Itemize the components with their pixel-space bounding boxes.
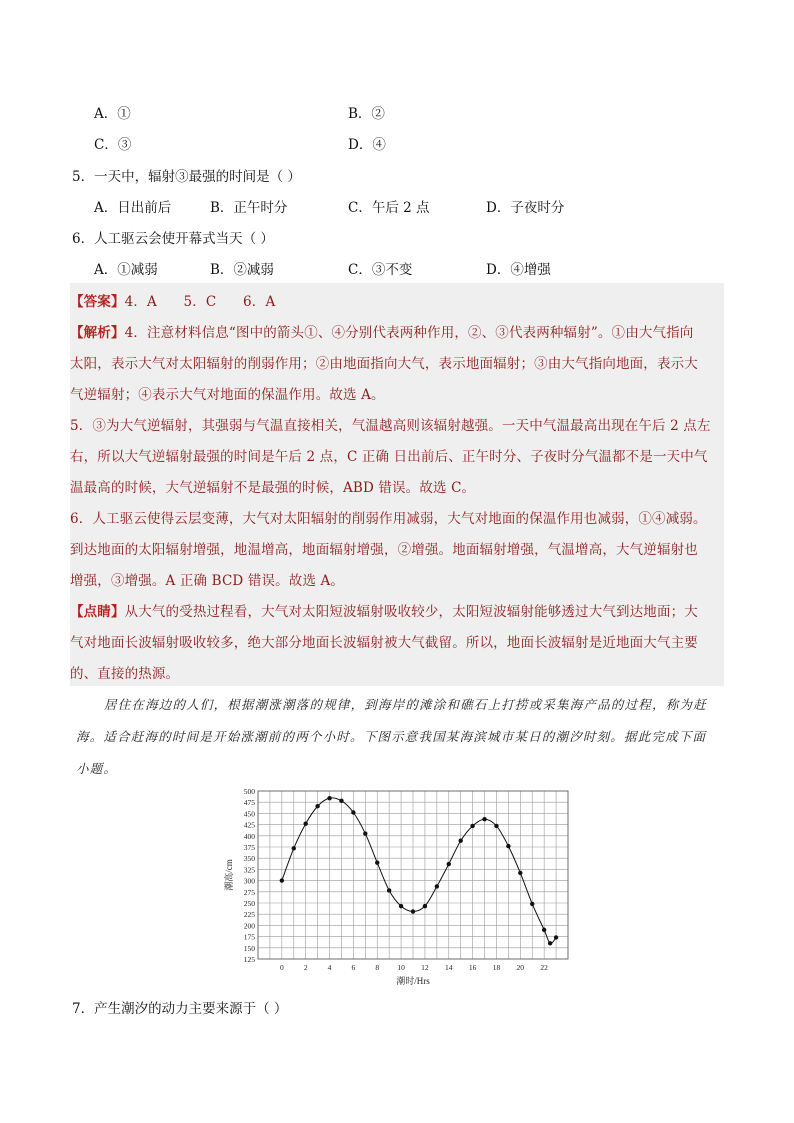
y-tick-label: 425 <box>243 820 255 830</box>
q5-option-a: A．日出前后 <box>94 200 172 216</box>
y-tick-label: 125 <box>243 955 255 964</box>
tide-chart <box>218 783 578 989</box>
tide-data-point <box>292 846 296 850</box>
tide-data-point <box>339 799 343 803</box>
q6-option-d: D．④增强 <box>486 262 551 278</box>
chart-y-axis-label: 潮高/cm <box>224 859 234 891</box>
tide-data-point <box>363 831 367 835</box>
x-tick-label: 18 <box>492 963 501 972</box>
tide-data-point <box>554 935 558 939</box>
passage-line-2: 海。适合赶海的时间是开始涨潮前的两个小时。下图示意我国某海滨城市某日的潮汐时刻。据此完成下面 <box>76 729 707 744</box>
x-tick-label: 6 <box>351 963 356 972</box>
analysis-line-6: 温最高的时候，大气逆辐射不是最强的时候，ABD 错误。故选 C。 <box>70 480 476 496</box>
tide-data-point <box>458 839 462 843</box>
analysis-line-2: 太阳，表示大气对太阳辐射的削弱作用；②由地面指向大气，表示地面辐射；③由大气指向地面，表示大 <box>70 356 698 372</box>
q5-stem: 5．一天中，辐射③最强的时间是（ ） <box>72 169 301 185</box>
tip-tag: 【点睛】 <box>70 604 125 620</box>
y-tick-label: 350 <box>243 854 255 864</box>
tide-data-point <box>375 860 379 864</box>
analysis-line-3: 气逆辐射；④表示大气对地面的保温作用。故选 A。 <box>70 387 385 403</box>
y-tick-label: 175 <box>243 932 255 942</box>
y-tick-label: 300 <box>243 876 255 886</box>
tide-data-point <box>387 888 391 892</box>
x-tick-label: 2 <box>303 963 308 972</box>
q4-option-b: B．② <box>348 106 385 122</box>
y-tick-label: 400 <box>243 831 255 841</box>
y-tick-label: 200 <box>243 921 255 931</box>
tip-text-1: 从大气的受热过程看，大气对太阳短波辐射吸收较少，太阳短波辐射能够透过大气到达地面；大 <box>124 604 698 620</box>
analysis-text-1: 4．注意材料信息“图中的箭头①、④分别代表两种作用，②、③代表两种辐射”。①由大气指向 <box>124 325 694 341</box>
tide-data-point <box>423 904 427 908</box>
y-tick-label: 150 <box>243 943 255 953</box>
tide-data-point <box>548 941 552 945</box>
tide-series-line <box>282 798 556 944</box>
tide-data-point <box>447 862 451 866</box>
x-tick-label: 16 <box>468 963 477 972</box>
y-tick-label: 450 <box>243 809 255 819</box>
q6-option-a: A．①减弱 <box>94 262 158 278</box>
x-tick-label: 10 <box>397 963 405 972</box>
tip-line-1 <box>70 600 698 620</box>
q6-stem: 6．人工驱云会使开幕式当天（ ） <box>72 231 274 247</box>
q5-option-c: C．午后 2 点 <box>348 200 430 216</box>
answer-line <box>70 290 275 310</box>
tide-data-point <box>506 844 510 848</box>
tide-data-point <box>315 804 319 808</box>
q4-option-c: C．③ <box>94 137 132 153</box>
analysis-line-5: 右，所以大气逆辐射最强的时间是午后 2 点，C 正确 日出前后、正午时分、子夜时分气温都不是一天中气 <box>70 449 708 465</box>
q4-option-d: D．④ <box>348 137 386 153</box>
analysis-line-4: 5．③为大气逆辐射，其强弱与气温直接相关，气温越高则该辐射越强。一天中气温最高出现在午后 2 点左 <box>70 418 711 434</box>
x-tick-label: 14 <box>445 963 453 972</box>
tide-data-point <box>542 928 546 932</box>
x-tick-label: 4 <box>327 963 332 972</box>
tide-data-point <box>482 817 486 821</box>
q5-option-b: B．正午时分 <box>210 200 288 216</box>
passage-line-1: 居住在海边的人们，根据潮涨潮落的规律，到海岸的滩涂和礁石上打捞或采集海产品的过程，称为赶 <box>104 697 707 712</box>
chart-axes <box>244 787 568 972</box>
tide-data-point <box>327 796 331 800</box>
q6-option-b: B．②减弱 <box>210 262 274 278</box>
tide-data-point <box>435 884 439 888</box>
x-tick-label: 20 <box>516 963 525 972</box>
analysis-line-7: 6．人工驱云使得云层变薄，大气对太阳辐射的削弱作用减弱，大气对地面的保温作用也减弱，①④减弱。 <box>70 511 707 527</box>
tide-data-point <box>351 810 355 814</box>
chart-x-axis-label: 潮时/Hrs <box>396 976 430 986</box>
y-tick-label: 475 <box>243 798 255 808</box>
tide-data-point <box>470 824 474 828</box>
q7-stem: 7．产生潮汐的动力主要来源于（ ） <box>72 1001 288 1017</box>
tide-data-point <box>303 822 307 826</box>
answer-tag: 【答案】 <box>70 294 125 310</box>
q4-option-a: A．① <box>94 106 131 122</box>
tip-line-2: 气对地面长波辐射吸收较多，绝大部分地面长波辐射被大气截留。所以，地面长波辐射是近地面大气主要 <box>70 635 698 651</box>
tide-data-point <box>280 878 284 882</box>
y-tick-label: 375 <box>243 843 255 852</box>
q5-option-d: D．子夜时分 <box>486 200 565 216</box>
tide-data-point <box>530 902 534 906</box>
tide-data-point <box>494 824 498 828</box>
passage-line-3: 小题。 <box>76 761 118 776</box>
x-tick-label: 0 <box>279 963 284 972</box>
tip-line-3: 的、直接的热源。 <box>70 666 180 682</box>
q6-option-c: C．③不变 <box>348 262 413 278</box>
analysis-tag: 【解析】 <box>70 325 125 341</box>
analysis-line-1 <box>70 321 693 341</box>
x-tick-label: 22 <box>540 963 548 972</box>
analysis-line-9: 增强，③增强。A 正确 BCD 错误。故选 A。 <box>70 573 345 589</box>
y-tick-label: 225 <box>243 910 255 920</box>
x-tick-label: 12 <box>421 963 429 972</box>
answer-text: 4．A 5．C 6．A <box>124 294 276 310</box>
tide-data-point <box>399 904 403 908</box>
tide-data-point <box>411 909 415 913</box>
x-tick-label: 8 <box>375 963 380 972</box>
y-tick-label: 325 <box>243 865 255 875</box>
y-tick-label: 275 <box>243 887 255 897</box>
y-tick-label: 500 <box>243 787 255 796</box>
tide-data-point <box>518 871 522 875</box>
chart-line <box>282 798 556 944</box>
chart-points <box>280 796 559 946</box>
y-tick-label: 250 <box>243 899 255 908</box>
analysis-line-8: 到达地面的太阳辐射增强，地温增高，地面辐射增强，②增强。地面辐射增强，气温增高，大气逆辐射也 <box>70 542 698 558</box>
